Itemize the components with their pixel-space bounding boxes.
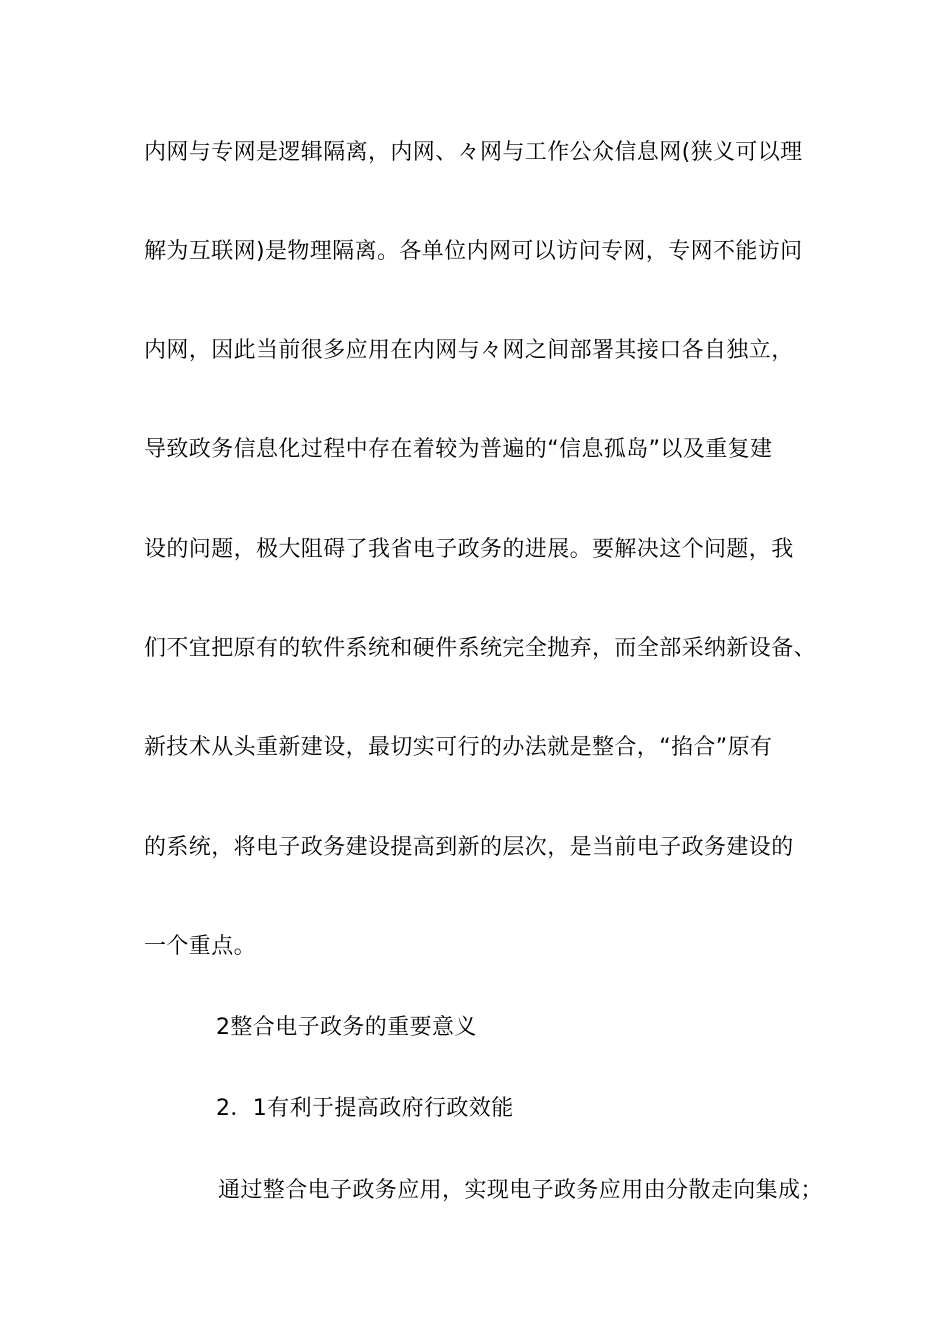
paragraph-line: 解为互联网)是物理隔离。各单位内网可以访问专网，专网不能访问 — [144, 239, 803, 264]
paragraph-line: 内网与专网是逻辑隔离，内网、々网与工作公众信息网(狭义可以理 — [144, 140, 803, 165]
section-heading: 2整合电子政务的重要意义 — [216, 1015, 477, 1040]
paragraph-line: 们不宜把原有的软件系统和硬件系统完全抛弃，而全部采纳新设备、 — [144, 636, 817, 661]
paragraph-line: 的系统，将电子政务建设提高到新的层次，是当前电子政务建设的 — [144, 835, 794, 860]
paragraph-line: 新技术从头重新建设，最切实可行的办法就是整合，“掐合”原有 — [144, 735, 773, 760]
paragraph-line: 内网，因此当前很多应用在内网与々网之间部署其接口各自独立， — [144, 338, 794, 363]
paragraph-line: 导致政务信息化过程中存在着较为普遍的“信息孤岛”以及重复建 — [144, 437, 773, 462]
paragraph-line: 一个重点。 — [144, 934, 257, 959]
paragraph-line: 设的问题，极大阻碍了我省电子政务的进展。要解决这个问题，我 — [144, 537, 794, 562]
paragraph-line: 通过整合电子政务应用，实现电子政务应用由分散走向集成； — [218, 1178, 823, 1203]
subsection-heading: 2．1有利于提高政府行政效能 — [216, 1096, 514, 1121]
